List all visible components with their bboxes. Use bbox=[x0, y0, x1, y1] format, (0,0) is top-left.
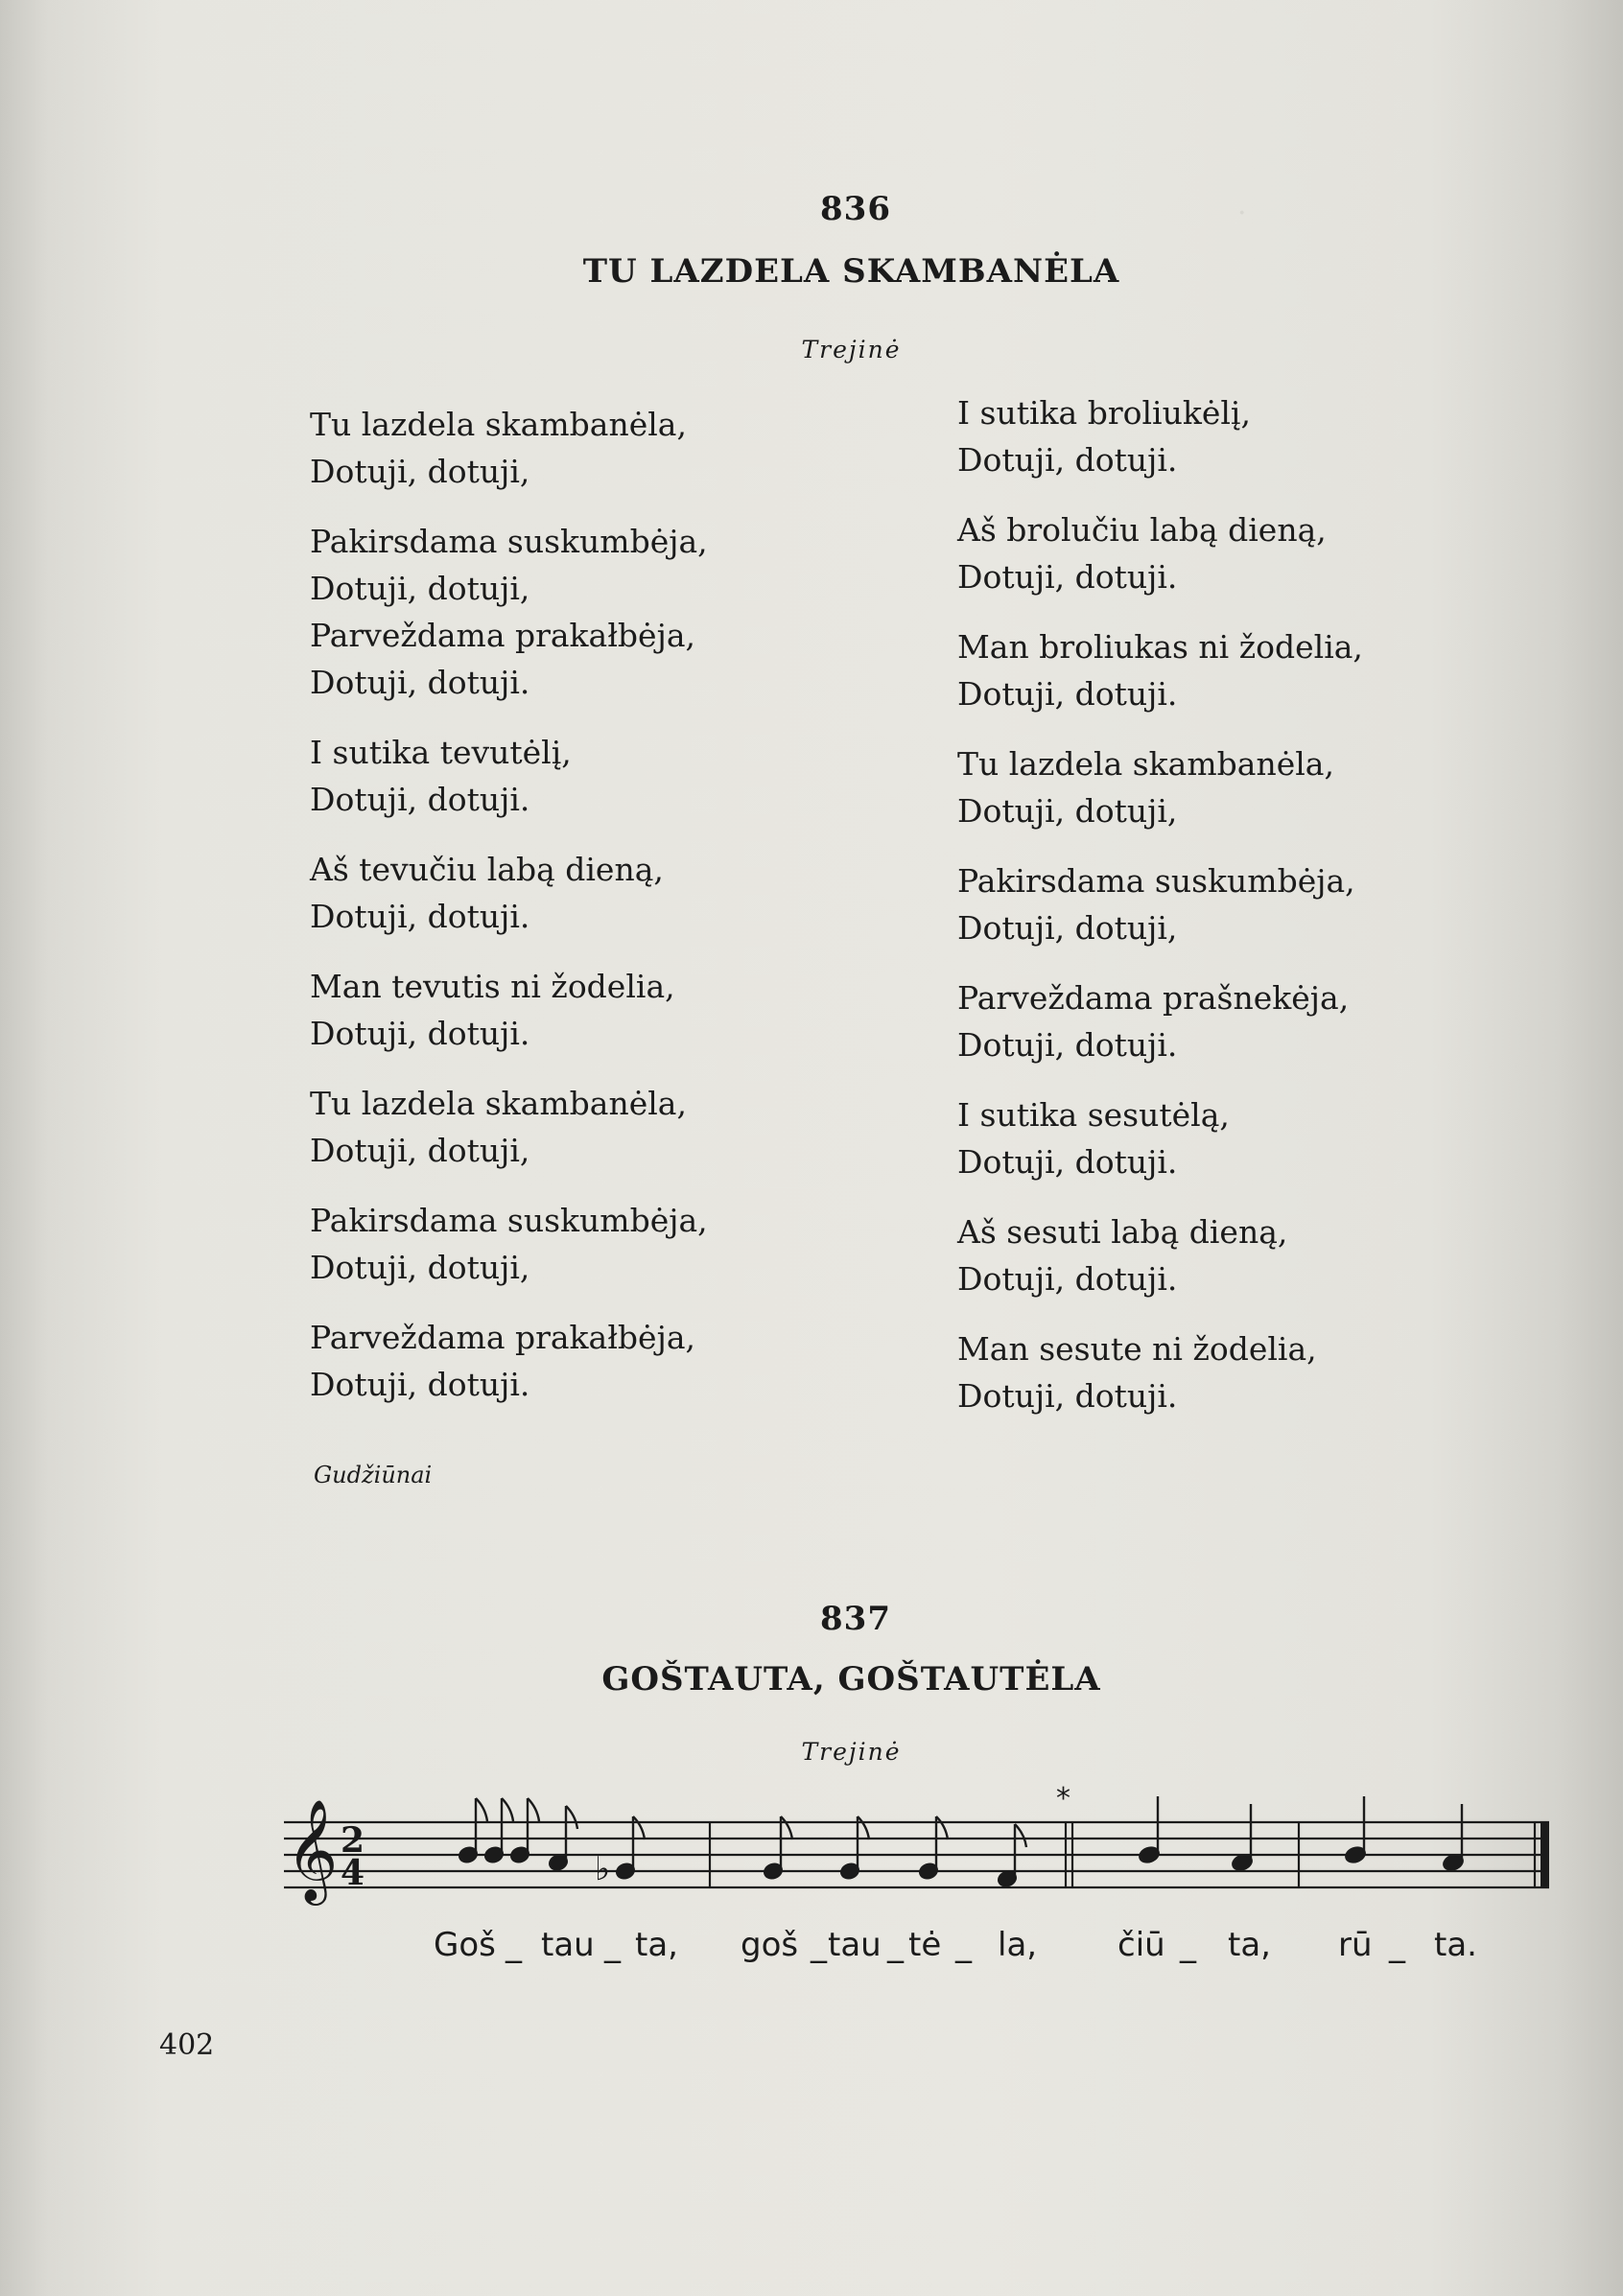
lyric-line: Dotuji, dotuji. bbox=[310, 1366, 530, 1403]
lyric-line: Tu lazdela skambanėla, bbox=[310, 1085, 687, 1122]
lyric-line: I sutika broliukėlį, bbox=[957, 394, 1251, 432]
lyric-line: Pakirsdama suskumbėja, bbox=[310, 1202, 708, 1239]
lyric-line: Dotuji, dotuji, bbox=[310, 453, 530, 490]
note-flag bbox=[528, 1798, 539, 1821]
note-flag bbox=[936, 1816, 948, 1839]
lyric-line: Pakirsdama suskumbėja, bbox=[310, 523, 708, 560]
lyric-line: Dotuji, dotuji. bbox=[310, 781, 530, 818]
lyric-line: Dotuji, dotuji. bbox=[957, 1026, 1178, 1064]
lyric-line: Aš brolučiu labą dieną, bbox=[957, 511, 1327, 549]
lyric-syllable: goš bbox=[741, 1926, 799, 1964]
note-flag bbox=[502, 1798, 513, 1821]
lyric-hyphen: _ bbox=[506, 1926, 522, 1964]
note-flag bbox=[1015, 1824, 1026, 1847]
lyric-line: Dotuji, dotuji. bbox=[310, 1015, 530, 1052]
song-source: Gudžiūnai bbox=[314, 1462, 433, 1488]
lyric-line: Pakirsdama suskumbėja, bbox=[957, 862, 1355, 900]
song-type: Trejinė bbox=[801, 336, 902, 363]
note-flag bbox=[566, 1806, 577, 1829]
lyric-syllable: ta, bbox=[1228, 1926, 1271, 1964]
lyric-line: Dotuji, dotuji. bbox=[310, 664, 530, 701]
lyric-line: Man sesute ni žodelia, bbox=[957, 1330, 1317, 1368]
lyric-line: I sutika tevutėlį, bbox=[310, 734, 572, 771]
repeat-marker-icon: * bbox=[1056, 1782, 1070, 1816]
song-number: 837 bbox=[820, 1600, 891, 1638]
flat-icon: ♭ bbox=[595, 1850, 611, 1888]
lyric-line: Aš sesuti labą dieną, bbox=[957, 1213, 1288, 1251]
song-number: 836 bbox=[820, 190, 891, 228]
lyric-line: Dotuji, dotuji, bbox=[957, 909, 1178, 947]
lyric-line: Dotuji, dotuji. bbox=[957, 1143, 1178, 1181]
lyric-line: Dotuji, dotuji, bbox=[310, 1132, 530, 1169]
lyric-hyphen: _ bbox=[955, 1926, 972, 1964]
final-barline-thick bbox=[1541, 1822, 1549, 1887]
lyric-line: Dotuji, dotuji. bbox=[957, 441, 1178, 479]
page-number: 402 bbox=[159, 2028, 215, 2062]
lyric-line: Dotuji, dotuji. bbox=[957, 558, 1178, 596]
lyric-line: Dotuji, dotuji, bbox=[957, 792, 1178, 830]
lyric-line: Dotuji, dotuji. bbox=[310, 898, 530, 935]
lyric-syllable: Goš bbox=[434, 1926, 496, 1964]
lyric-line: Tu lazdela skambanėla, bbox=[957, 745, 1334, 783]
note-flag bbox=[633, 1816, 645, 1839]
lyric-syllable: tau bbox=[541, 1926, 595, 1964]
lyric-line: Dotuji, dotuji, bbox=[310, 1249, 530, 1286]
lyric-syllable: tė bbox=[908, 1926, 942, 1964]
lyric-syllable: ta. bbox=[1434, 1926, 1477, 1964]
lyric-syllable: ta, bbox=[635, 1926, 678, 1964]
lyric-line: Parveždama prašnekėja, bbox=[957, 979, 1350, 1017]
bleed-through-texture: · bbox=[1237, 197, 1247, 230]
lyric-syllable: rū bbox=[1338, 1926, 1373, 1964]
lyric-line: Man broliukas ni žodelia, bbox=[957, 628, 1363, 666]
lyric-syllable: čiū bbox=[1117, 1926, 1165, 1964]
lyric-hyphen: _ bbox=[1180, 1926, 1196, 1964]
lyric-line: Dotuji, dotuji. bbox=[957, 1260, 1178, 1298]
lyric-line: Tu lazdela skambanėla, bbox=[310, 406, 687, 443]
song-type: Trejinė bbox=[801, 1738, 902, 1766]
song-title: GOŠTAUTA, GOŠTAUTĖLA bbox=[601, 1660, 1101, 1699]
lyric-hyphen: _ bbox=[604, 1926, 621, 1964]
lyric-line: Aš tevučiu labą dieną, bbox=[310, 851, 664, 888]
lyric-line: Parveždama prakałbėja, bbox=[310, 617, 695, 654]
lyric-line: Dotuji, dotuji. bbox=[957, 675, 1178, 713]
lyric-line: I sutika sesutėlą, bbox=[957, 1096, 1230, 1134]
lyric-hyphen: _ bbox=[811, 1926, 827, 1964]
note-flag bbox=[781, 1816, 792, 1839]
lyric-hyphen: _ bbox=[1389, 1926, 1405, 1964]
note-flag bbox=[476, 1798, 487, 1821]
lyric-line: Dotuji, dotuji, bbox=[310, 570, 530, 607]
lyric-line: Man tevutis ni žodelia, bbox=[310, 968, 675, 1005]
lyric-line: Dotuji, dotuji. bbox=[957, 1377, 1178, 1415]
lyric-syllable: la, bbox=[998, 1926, 1038, 1964]
lyric-line: Parveždama prakałbėja, bbox=[310, 1319, 695, 1356]
time-signature-bottom: 4 bbox=[341, 1853, 365, 1893]
lyric-syllable: tau bbox=[828, 1926, 882, 1964]
lyric-hyphen: _ bbox=[887, 1926, 904, 1964]
song-title: TU LAZDELA SKAMBANĖLA bbox=[582, 252, 1120, 291]
time-signature-top: 2 bbox=[341, 1820, 365, 1861]
treble-clef-icon: 𝄞 bbox=[286, 1798, 339, 1901]
note-flag bbox=[858, 1816, 869, 1839]
